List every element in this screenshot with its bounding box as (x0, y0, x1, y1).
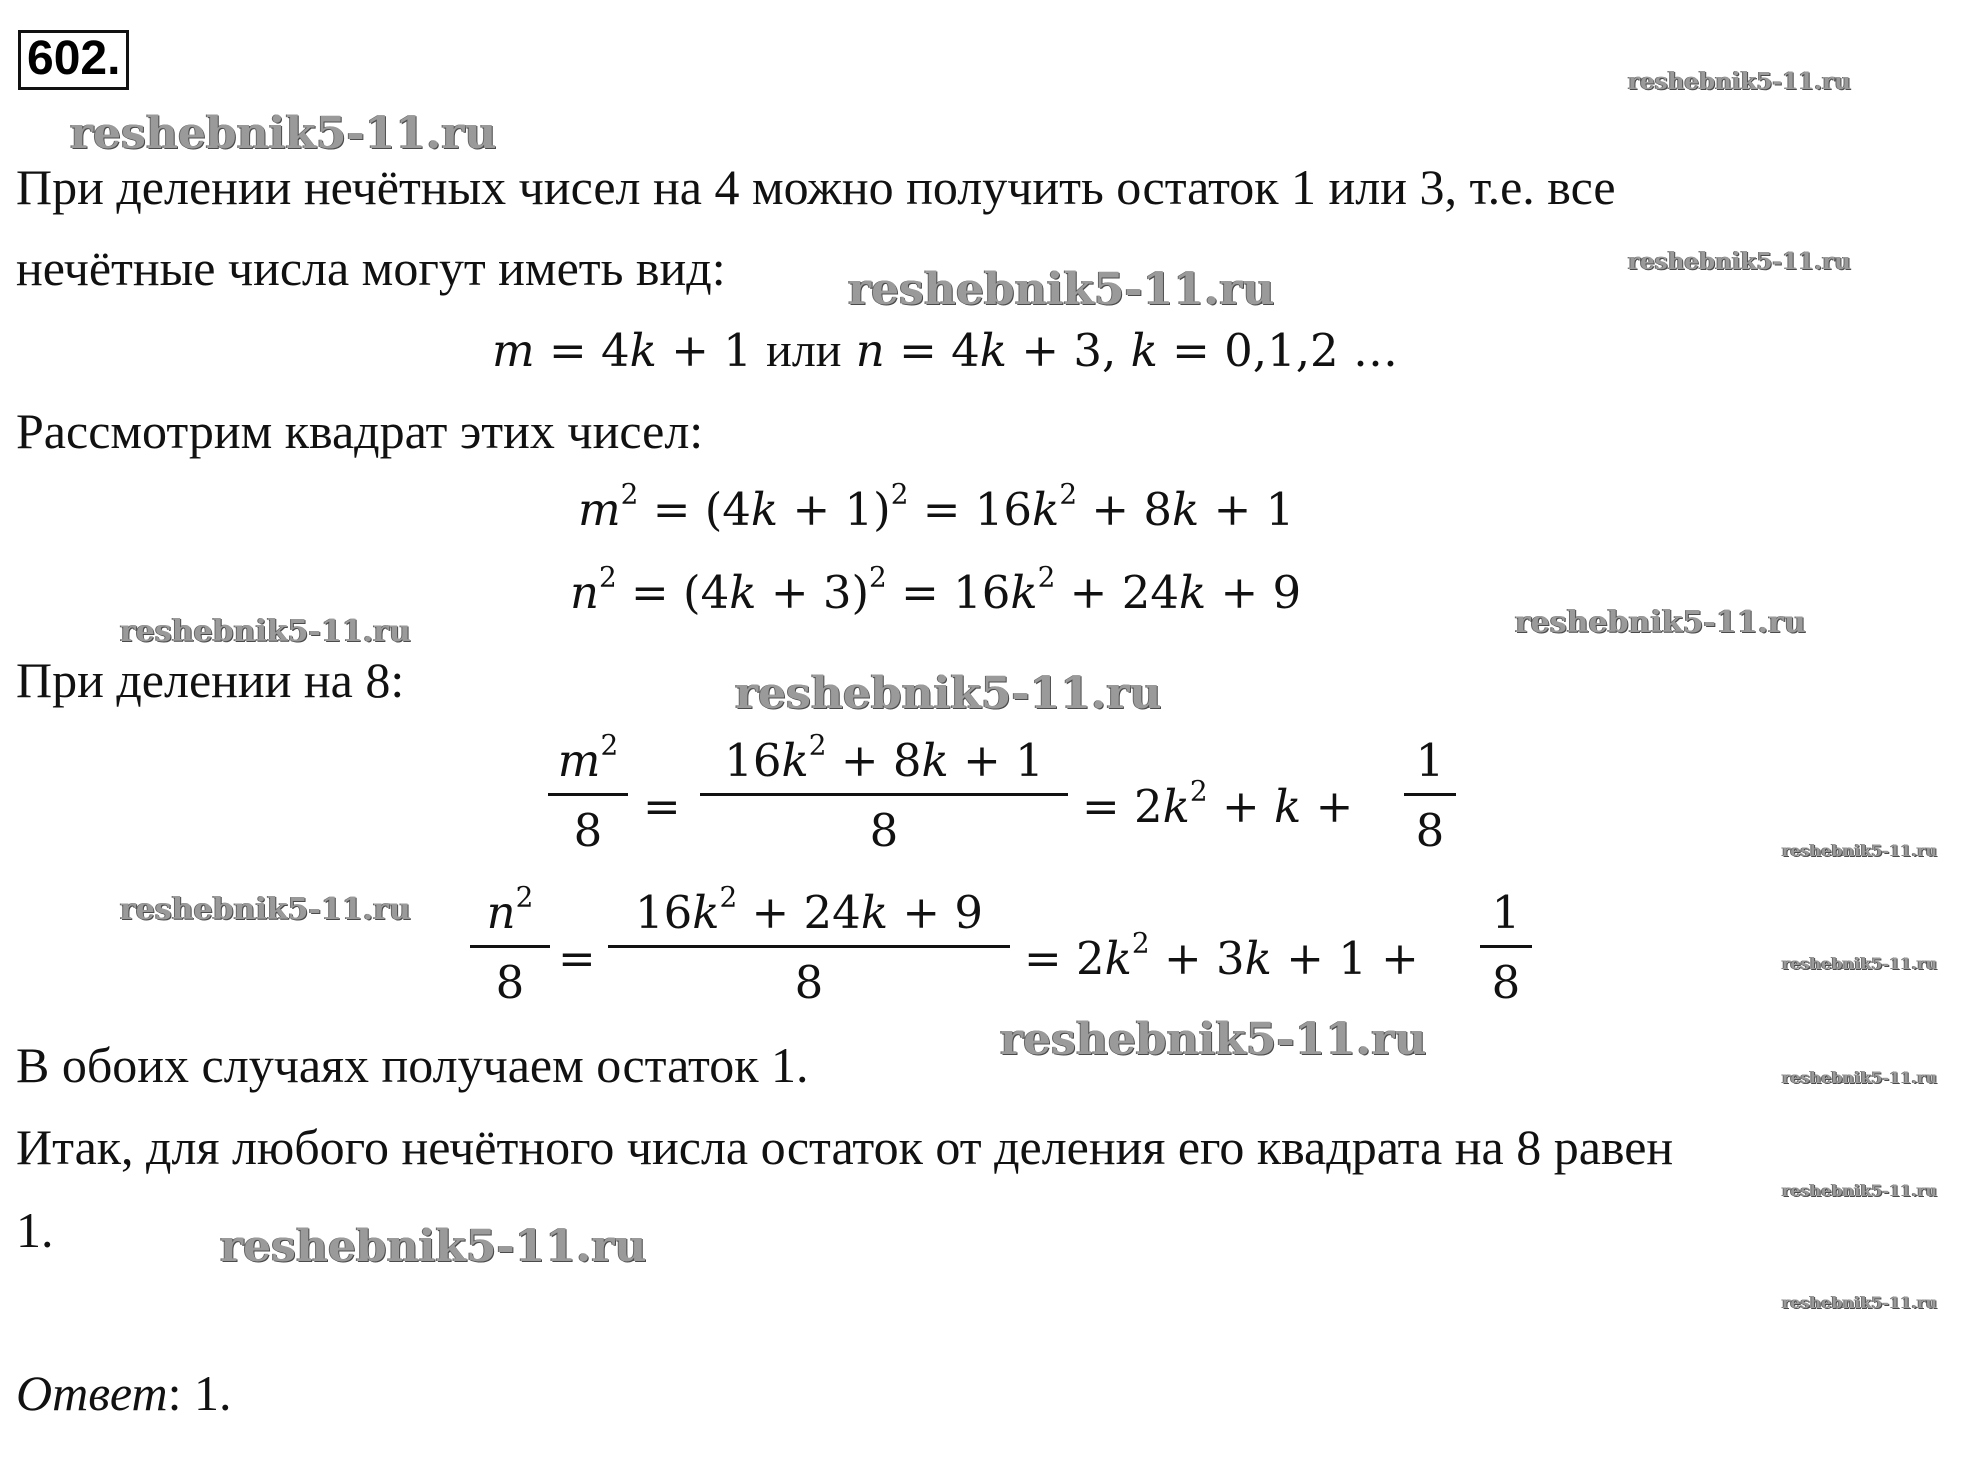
watermark: reshebnik5-11.ru (220, 1221, 647, 1272)
fraction-bar (470, 945, 550, 948)
formula-m-square: $m^2 = (4k + 1)^2 = 16k^2 + 8k + 1$ (578, 477, 1295, 536)
watermark: reshebnik5-11.ru (120, 614, 411, 649)
fraction-m-numerator-over-8: $16k^2 + 8k + 1$ 8 (700, 738, 1068, 853)
fraction-bar (700, 793, 1068, 796)
paragraph-intro-line1: При делении нечётных чисел на 4 можно получить остаток 1 или 3, т.е. все (16, 159, 1616, 215)
formula-odd-forms: m = 4k + 1 или n = 4k + 3, k = 0,1,2 … (492, 324, 1398, 377)
problem-number-box: 602. (18, 30, 129, 90)
paragraph-intro-line2: нечётные числа могут иметь вид: (16, 240, 726, 296)
watermark: reshebnik5-11.ru (1782, 1293, 1938, 1312)
paragraph-divide-by-8: При делении на 8: (16, 652, 405, 708)
watermark: reshebnik5-11.ru (1515, 605, 1806, 640)
answer-value: : 1. (167, 1365, 232, 1421)
watermark: reshebnik5-11.ru (1628, 248, 1851, 275)
equals-sign: = (643, 780, 681, 833)
watermark: reshebnik5-11.ru (1628, 68, 1851, 95)
watermark: reshebnik5-11.ru (1782, 1068, 1938, 1087)
paragraph-consider-squares: Рассмотрим квадрат этих чисел: (16, 403, 704, 459)
watermark: reshebnik5-11.ru (735, 668, 1162, 719)
watermark: reshebnik5-11.ru (1000, 1014, 1427, 1065)
formula-n-square: $n^2 = (4k + 3)^2 = 16k^2 + 24k + 9$ (570, 560, 1302, 619)
formula-m-div-result: = $2k^2 + k$ + (1082, 774, 1354, 833)
fraction-n-numerator-over-8: $16k^2 + 24k + 9$ 8 (608, 890, 1010, 1005)
fraction-n2-over-8: $n^2$ 8 (470, 890, 550, 1005)
watermark: reshebnik5-11.ru (70, 108, 497, 159)
paragraph-conclusion-line2: 1. (16, 1202, 54, 1258)
answer-label: Ответ (16, 1365, 168, 1421)
watermark: reshebnik5-11.ru (120, 892, 411, 927)
answer (16, 1365, 232, 1421)
fraction-bar (1480, 945, 1532, 948)
fraction-one-eighth: 1 8 (1480, 890, 1532, 1005)
watermark: reshebnik5-11.ru (848, 264, 1275, 315)
fraction-bar (548, 793, 628, 796)
watermark: reshebnik5-11.ru (1782, 841, 1938, 860)
fraction-bar (1404, 793, 1456, 796)
equals-sign: = (558, 932, 596, 985)
paragraph-both-cases: В обоих случаях получаем остаток 1. (16, 1037, 809, 1093)
fraction-one-eighth: 1 8 (1404, 738, 1456, 853)
formula-n-div-result: = $2k^2 + 3k + 1$ + (1024, 926, 1419, 985)
watermark: reshebnik5-11.ru (1782, 1181, 1938, 1200)
watermark: reshebnik5-11.ru (1782, 954, 1938, 973)
paragraph-conclusion-line1: Итак, для любого нечётного числа остаток от деления его квадрата на 8 равен (16, 1119, 1674, 1175)
fraction-bar (608, 945, 1010, 948)
fraction-m2-over-8: $m^2$ 8 (548, 738, 628, 853)
